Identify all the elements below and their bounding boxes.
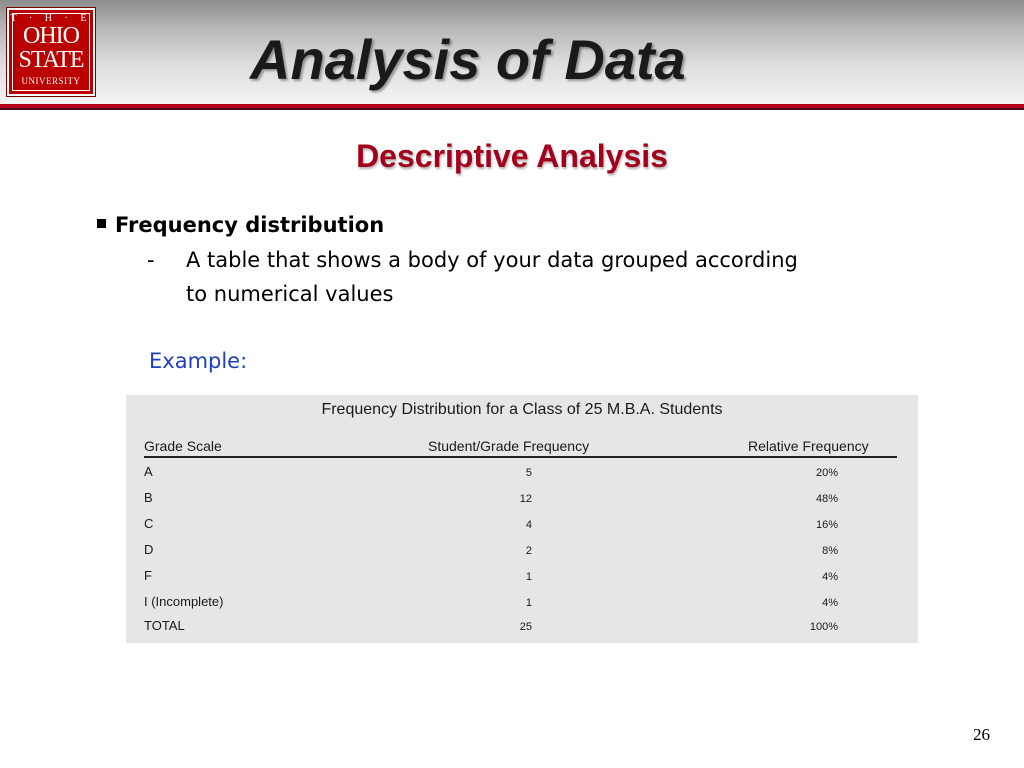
cell-frequency: 4 bbox=[525, 519, 532, 531]
cell-frequency: 1 bbox=[525, 571, 532, 583]
description-line: A table that shows a body of your data grouped according bbox=[186, 248, 798, 272]
logo-text-state: STATE bbox=[18, 47, 84, 73]
cell-relative-frequency: 100% bbox=[809, 621, 838, 633]
table-row bbox=[126, 539, 918, 565]
cell-relative-frequency: 4% bbox=[822, 597, 838, 609]
cell-frequency: 25 bbox=[519, 621, 532, 633]
cell-grade: D bbox=[144, 542, 154, 557]
sub-bullet-text bbox=[186, 243, 876, 311]
column-header-relative-frequency: Relative Frequency bbox=[748, 438, 869, 454]
ohio-state-logo bbox=[7, 8, 95, 96]
table-row bbox=[126, 565, 918, 591]
cell-relative-frequency: 20% bbox=[815, 467, 838, 479]
page-number: 26 bbox=[973, 725, 990, 744]
column-header-grade-scale: Grade Scale bbox=[144, 438, 222, 454]
cell-grade: C bbox=[144, 516, 154, 531]
frequency-table bbox=[126, 395, 918, 643]
logo-text-university: UNIVERSITY bbox=[21, 76, 81, 86]
table-title: Frequency Distribution for a Class of 25 M.B.A. Students bbox=[321, 401, 723, 418]
cell-grade: A bbox=[144, 464, 153, 479]
slide-title: Analysis of Data bbox=[250, 28, 686, 91]
cell-frequency: 5 bbox=[525, 467, 532, 479]
example-label: Example: bbox=[149, 349, 248, 373]
slide-subtitle: Descriptive Analysis bbox=[356, 138, 668, 174]
header-divider-shadow bbox=[0, 108, 1024, 110]
bullet-item bbox=[97, 209, 384, 241]
table-row bbox=[126, 487, 918, 513]
cell-frequency: 2 bbox=[525, 545, 532, 557]
cell-relative-frequency: 8% bbox=[822, 545, 838, 557]
table-row-total bbox=[126, 615, 918, 641]
bullet-text: Frequency distribution bbox=[115, 213, 385, 237]
table-row bbox=[126, 461, 918, 487]
header-rule bbox=[144, 456, 897, 458]
table-row bbox=[126, 513, 918, 539]
cell-relative-frequency: 16% bbox=[815, 519, 838, 531]
logo-text-ohio: OHIO bbox=[23, 23, 79, 49]
column-header-frequency: Student/Grade Frequency bbox=[428, 438, 590, 454]
square-bullet-icon bbox=[97, 219, 106, 228]
cell-frequency: 12 bbox=[519, 493, 532, 505]
logo-text-the: T · H · E bbox=[10, 13, 92, 24]
cell-grade: B bbox=[144, 490, 153, 505]
cell-relative-frequency: 48% bbox=[815, 493, 838, 505]
cell-grade: I (Incomplete) bbox=[144, 594, 224, 609]
description-line: to numerical values bbox=[186, 282, 394, 306]
sub-bullet-dash: - bbox=[147, 248, 155, 272]
cell-frequency: 1 bbox=[525, 597, 532, 609]
table-row bbox=[126, 591, 918, 617]
cell-relative-frequency: 4% bbox=[822, 571, 838, 583]
cell-grade: TOTAL bbox=[144, 618, 185, 633]
cell-grade: F bbox=[144, 568, 152, 583]
